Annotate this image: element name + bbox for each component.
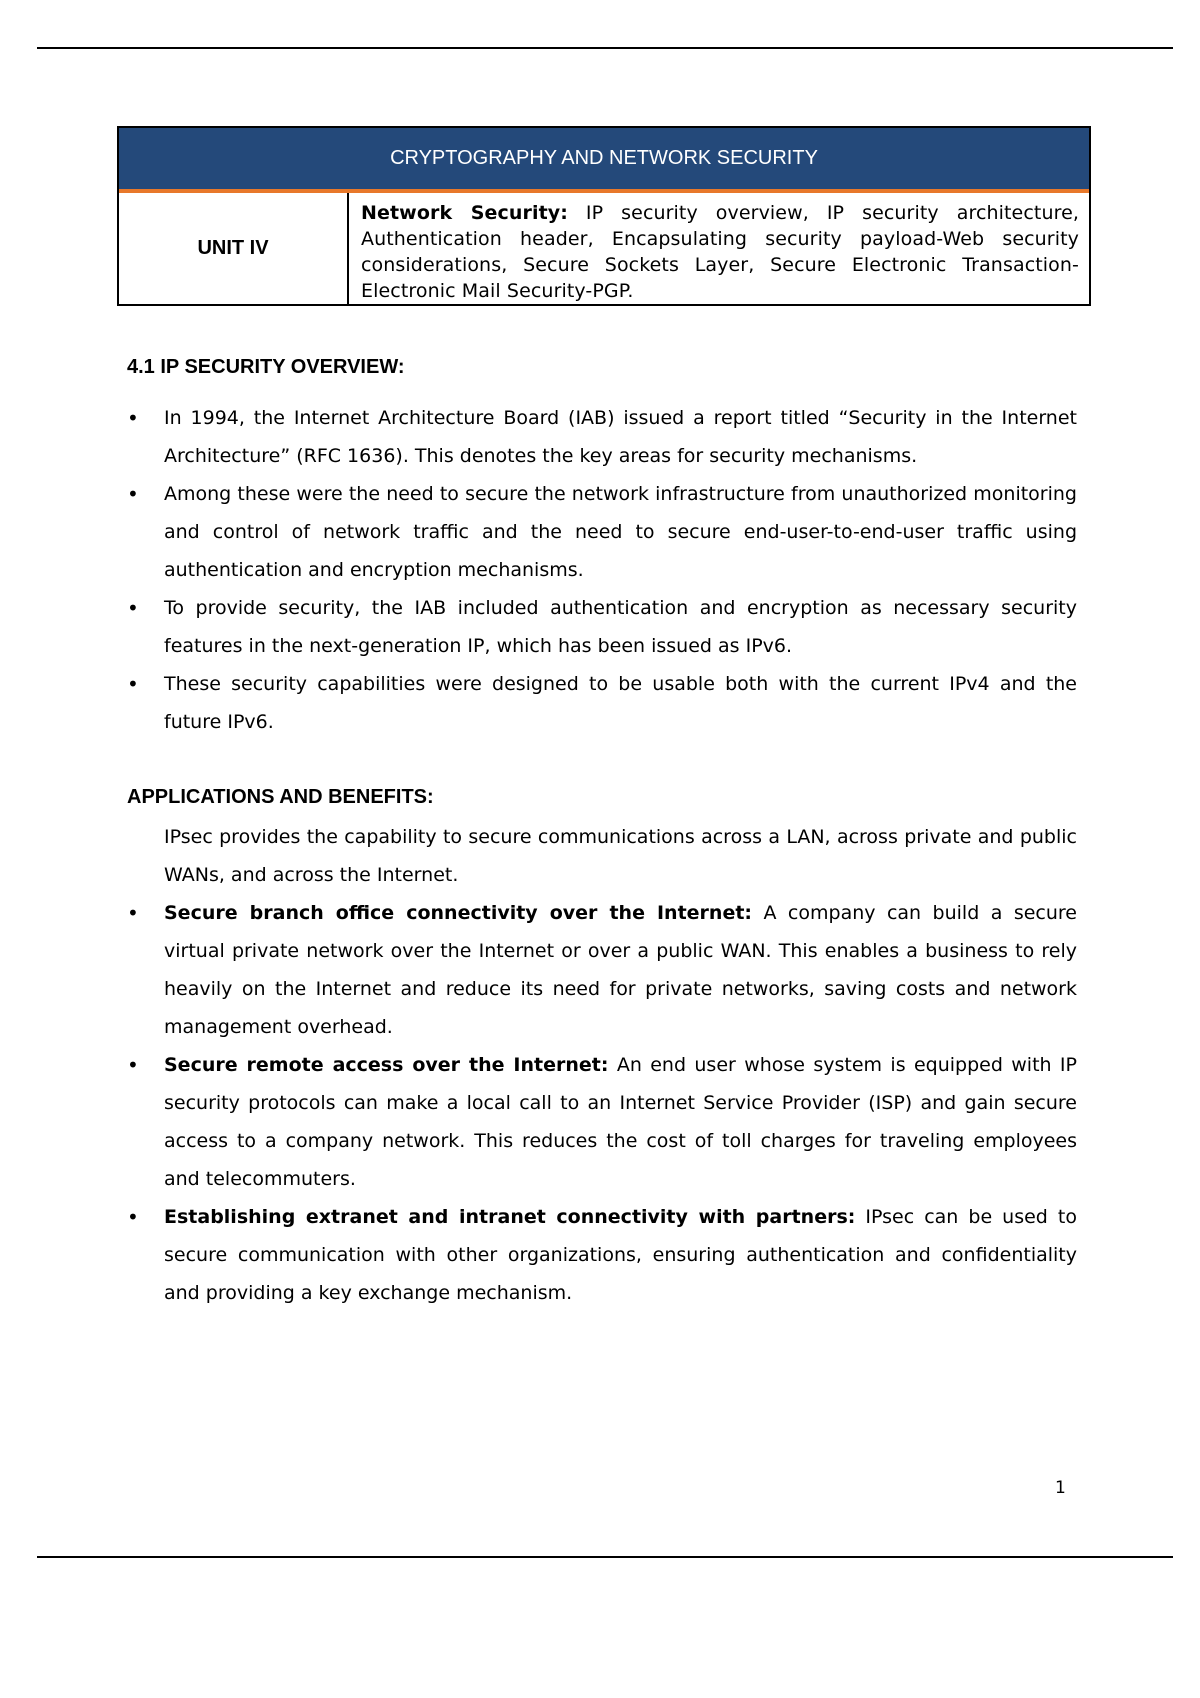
list-item-text: An end user whose system is equipped with IP security protocols can make a local call to an Internet Service Provider (ISP) and gain secure access to a company network. This reduces the cost of toll charges for traveling employees and telecommuters. — [164, 1054, 1077, 1190]
unit-topic-label: Network Security: — [361, 202, 568, 224]
bullet-icon: • — [127, 901, 139, 925]
unit-topic-text: IP security overview, IP security architecture, Authentication header, Encapsulating security payload-Web security considerations, Secure Sockets Layer, Secure Electronic Transaction-Electronic Mail Security-PGP. — [361, 202, 1080, 302]
bullet-icon: • — [127, 1205, 139, 1229]
list-item — [127, 589, 1077, 665]
bullet-icon: • — [127, 482, 139, 506]
list-item-text: Among these were the need to secure the network infrastructure from unauthorized monitoring and control of network traffic and the need to secure end-user-to-end-user traffic using authentication and encryption mechanisms. — [164, 483, 1077, 581]
list-item-label: Secure remote access over the Internet: — [164, 1054, 609, 1076]
course-title: CRYPTOGRAPHY AND NETWORK SECURITY — [119, 128, 1089, 193]
list-item-text: IPsec can be used to secure communication with other organizations, ensuring authentication and confidentiality and providing a key exchange mechanism. — [164, 1206, 1077, 1304]
top-rule — [37, 47, 1173, 49]
bottom-rule — [37, 1556, 1173, 1558]
list-item-text: These security capabilities were designed to be usable both with the current IPv4 and the future IPv6. — [164, 673, 1077, 733]
page-number: 1 — [1055, 1478, 1066, 1498]
list-item-text: A company can build a secure virtual private network over the Internet or over a public WAN. This enables a business to rely heavily on the Internet and reduce its need for private networks, saving costs and network management overhead. — [164, 902, 1077, 1038]
list-item — [127, 475, 1077, 589]
section-heading-ip-security-overview: 4.1 IP SECURITY OVERVIEW: — [127, 356, 405, 378]
unit-label: UNIT IV — [119, 193, 349, 304]
list-item-text: To provide security, the IAB included authentication and encryption as necessary security features in the next-generation IP, which has been issued as IPv6. — [164, 597, 1077, 657]
list-item — [127, 1198, 1077, 1312]
applications-list — [127, 894, 1077, 1312]
list-item-text: In 1994, the Internet Architecture Board (IAB) issued a report titled “Security in the Internet Architecture” (RFC 1636). This denotes the key areas for security mechanisms. — [164, 407, 1077, 467]
list-item-label: Establishing extranet and intranet connectivity with partners: — [164, 1206, 856, 1228]
list-item — [127, 665, 1077, 741]
unit-header-table — [117, 126, 1091, 306]
list-item — [127, 1046, 1077, 1198]
list-item-label: Secure branch office connectivity over the Internet: — [164, 902, 753, 924]
bullet-icon: • — [127, 1053, 139, 1077]
bullet-icon: • — [127, 672, 139, 696]
list-item — [127, 894, 1077, 1046]
bullet-icon: • — [127, 596, 139, 620]
list-item — [127, 399, 1077, 475]
unit-topics — [361, 200, 1079, 304]
section-heading-applications-and-benefits: APPLICATIONS AND BENEFITS: — [127, 786, 434, 808]
bullet-icon: • — [127, 406, 139, 430]
applications-intro: IPsec provides the capability to secure communications across a LAN, across private and public WANs, and across the Internet. — [164, 826, 1077, 886]
ip-security-overview-list — [127, 399, 1077, 741]
